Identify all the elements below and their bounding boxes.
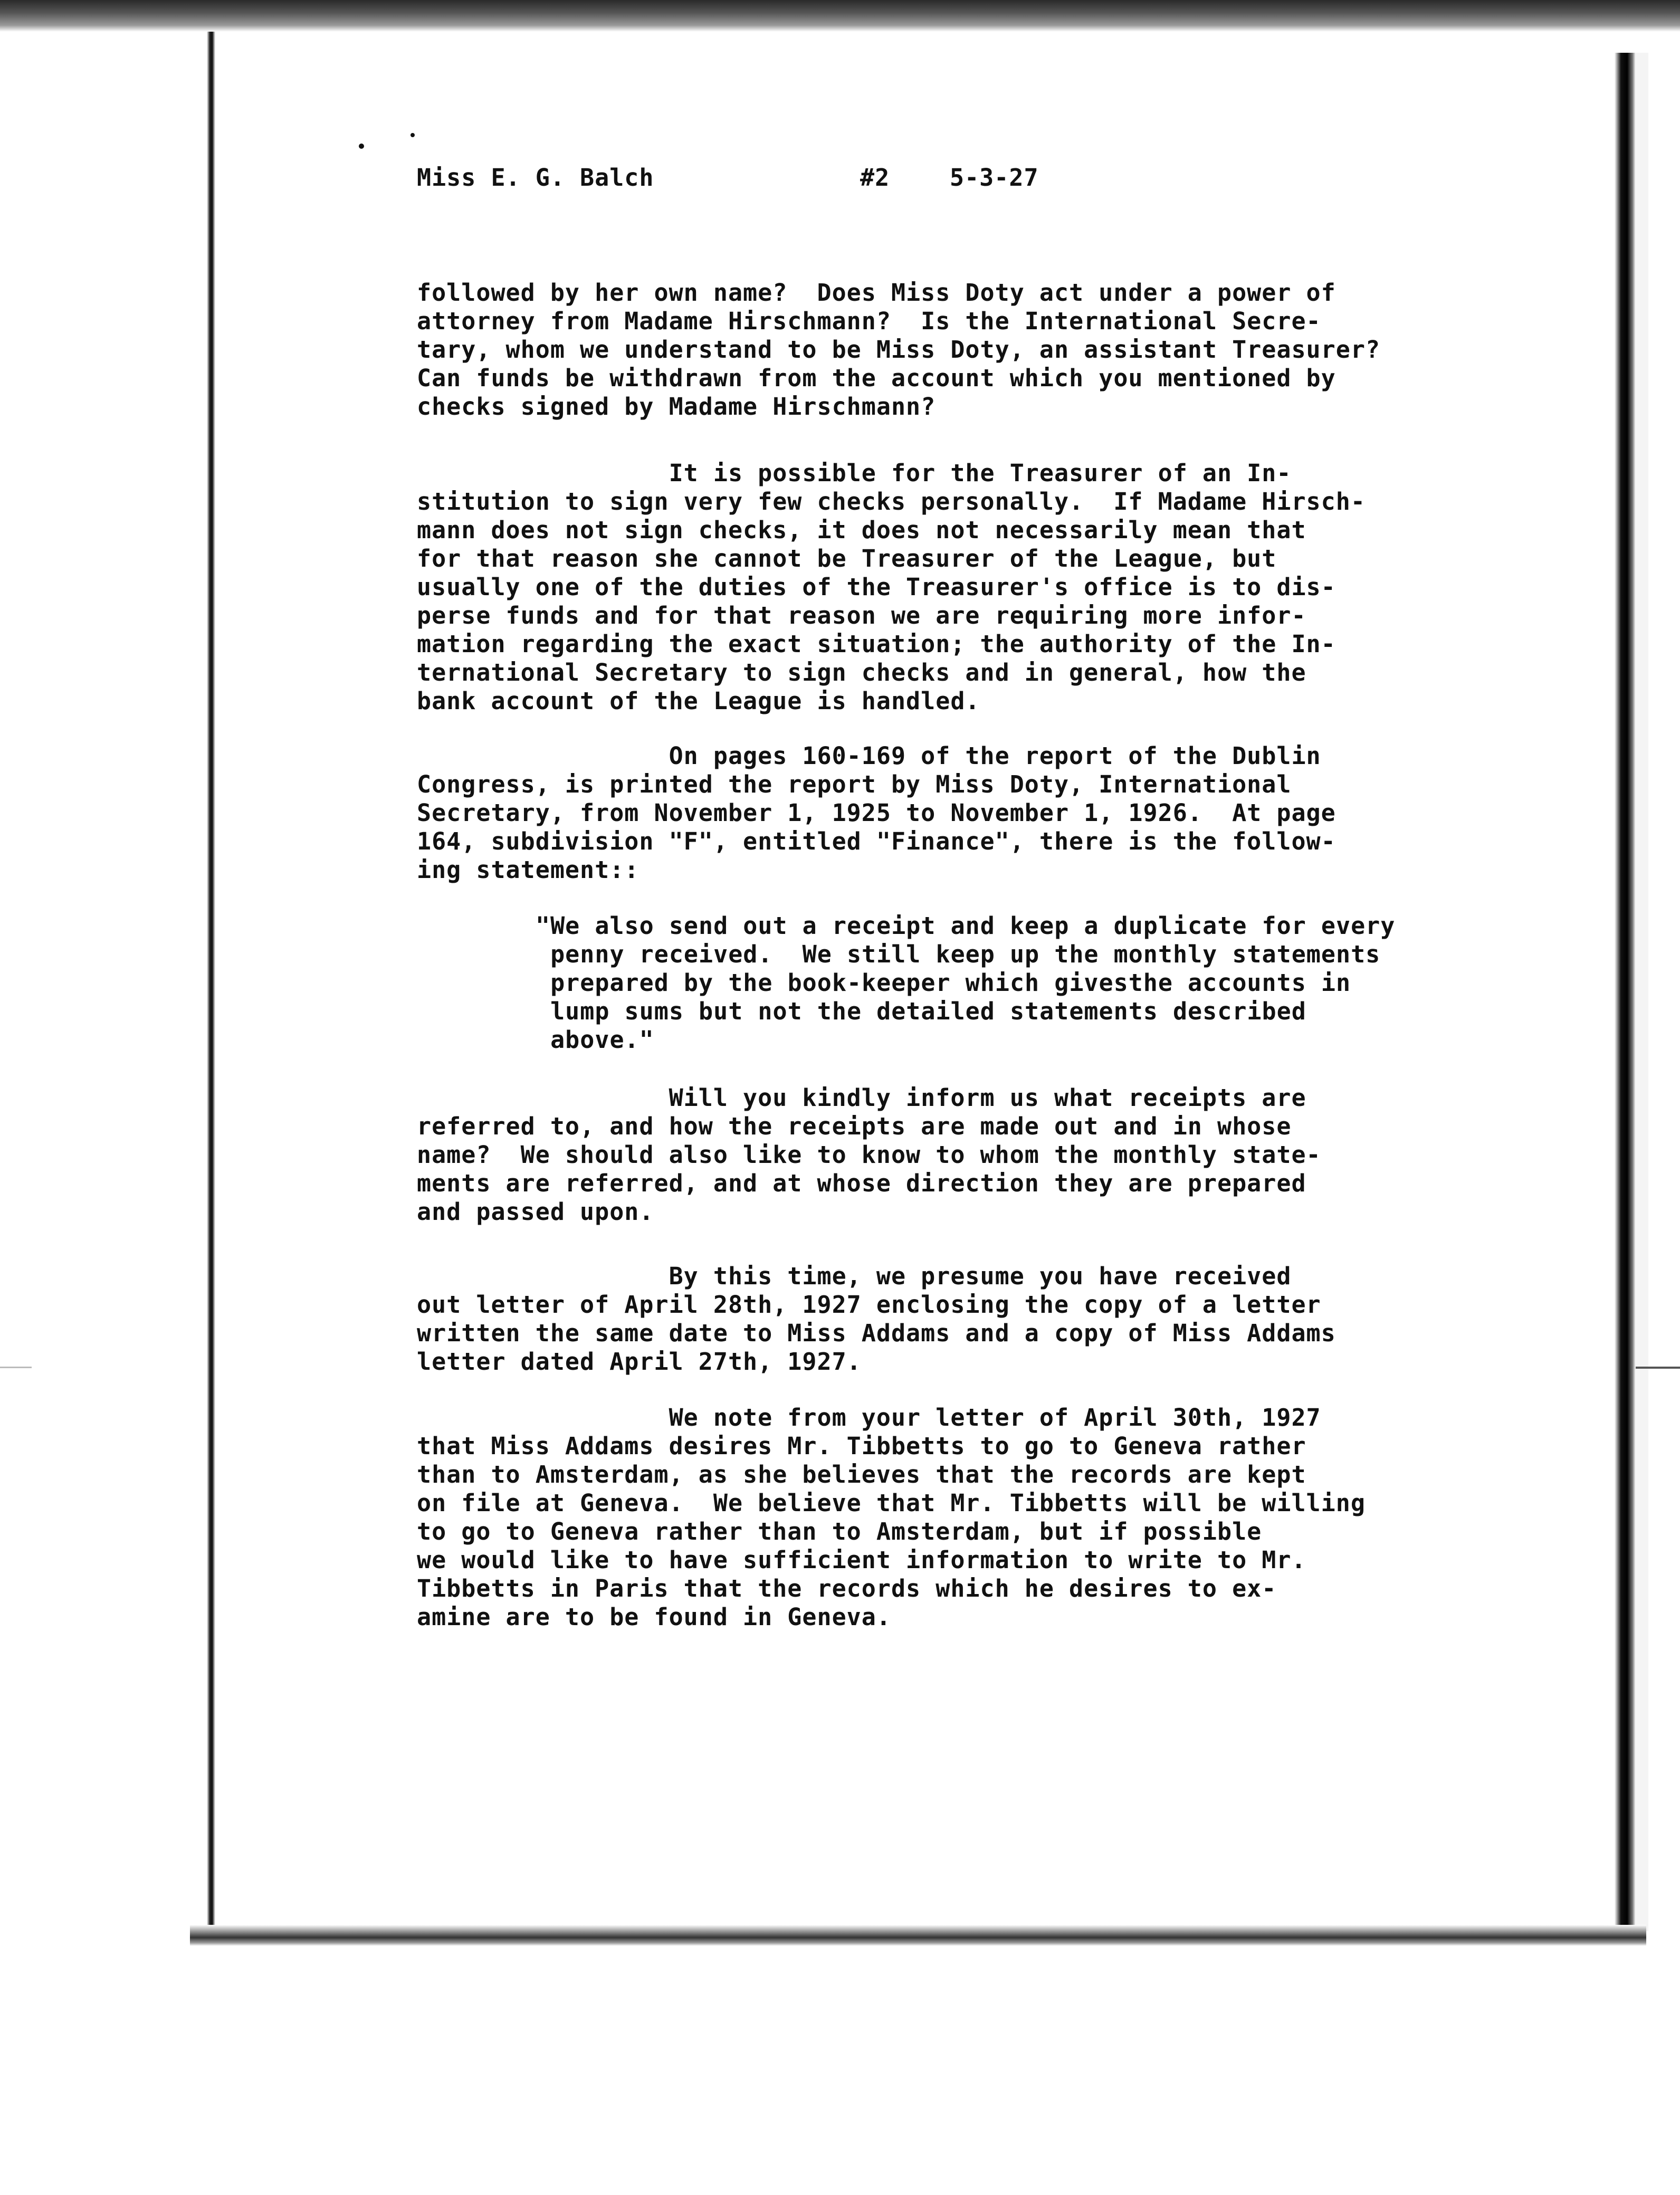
scan-border-left <box>207 32 215 1931</box>
scan-border-bottom <box>190 1925 1646 1946</box>
scan-margin-right <box>1636 53 1648 1931</box>
header-page-number: #2 <box>860 164 890 192</box>
fold-crease-left <box>0 1367 32 1368</box>
quotation: "We also send out a receipt and keep a duplicate for every penny received. We still keep up the monthly statements prepared by the book-keeper which givesthe accounts in lump sums but not the detailed statements described above." <box>536 912 1396 1054</box>
header-date: 5-3-27 <box>950 164 1039 192</box>
paragraph-3: On pages 160-169 of the report of the Dublin Congress, is printed the report by Miss Doty, International Secretary, from November 1, 1925 to November 1, 1926. At page 164, subdivision "F", entitled "Finance", there is the follow- ing statement:: <box>417 742 1336 884</box>
header-recipient: Miss E. G. Balch <box>417 164 654 192</box>
ink-speck <box>359 144 364 149</box>
paragraph-6: We note from your letter of April 30th, 1927 that Miss Addams desires Mr. Tibbetts to go to Geneva rather than to Amsterdam, as she believes that the records are kept on file at Geneva. We believe that Mr. Tibbetts will be willing to go to Geneva rather than to Amsterdam, but if possible we would like to have sufficient information to write to Mr. Tibbetts in Paris that the records which he desires to ex- amine are to be found in Geneva. <box>417 1404 1366 1631</box>
fold-crease-right <box>1636 1367 1680 1369</box>
paragraph-1: followed by her own name? Does Miss Doty act under a power of attorney from Madame Hirschmann? Is the International Secre- tary, whom we understand to be Miss Doty, an assistant Treasurer? Can funds be withdrawn from the account which you mentioned by checks signed by Madame Hirschmann? <box>417 279 1380 421</box>
scan-border-right <box>1615 53 1636 1931</box>
paragraph-5: By this time, we presume you have received out letter of April 28th, 1927 enclosing the copy of a letter written the same date to Miss Addams and a copy of Miss Addams letter dated April 27th, 1927. <box>417 1262 1336 1376</box>
paragraph-4: Will you kindly inform us what receipts are referred to, and how the receipts are made out and in whose name? We should also like to know to whom the monthly state- ments are referred, and at whose direction they are prepared and passed upon. <box>417 1084 1321 1226</box>
scan-border-top <box>0 0 1680 32</box>
ink-speck <box>411 133 415 137</box>
paragraph-2: It is possible for the Treasurer of an In- stitution to sign very few checks personally. If Madame Hirsch- mann does not sign checks, it does not necessarily mean that for that reason she cannot be Treasurer of the League, but usually one of the duties of the Treasurer's office is to dis- perse funds and for that reason we are requiring more infor- mation regarding the exact situation; the authority of the In- ternational Secretary to sign checks and in general, how the bank account of the League is handled. <box>417 459 1366 715</box>
